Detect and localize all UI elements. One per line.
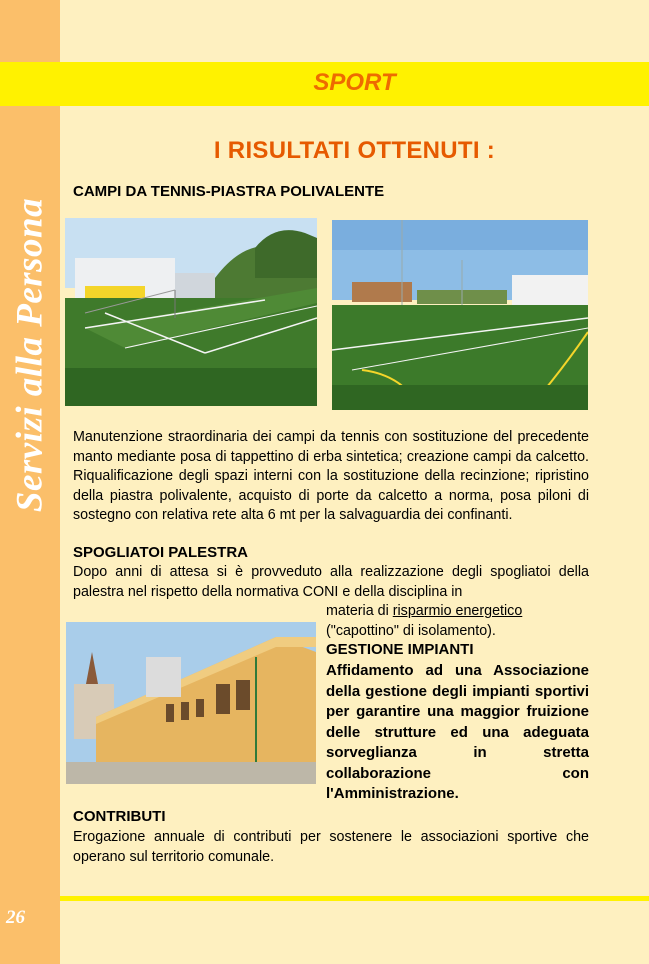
section-title-contributions: CONTRIBUTI [73,808,166,825]
changing-rooms-continued [326,602,589,641]
gym-building-photo [66,622,316,784]
tennis-court-photo-2 [332,220,588,410]
text-pre: materia di [326,603,393,619]
bottom-rule [60,896,649,901]
contributions-description: Erogazione annuale di contributi per sostenere le associazioni sportive che operano sul territorio comunale. [73,829,589,865]
section-title-changing-rooms: SPOGLIATOI PALESTRA [73,544,249,561]
tennis-court-photo-1 [65,218,317,406]
management-description: Affidamento ad una Associazione della gestione degli impianti sportivi per garantire una maggior fruizione delle strutture ed una adeguata sorveglianza in stretta collaborazione con l'Amministrazione. [326,662,589,802]
tennis-description: Manutenzione straordinaria dei campi da tennis con sostituzione del precedente manto mediante posa di tappettino di erba sintetica; creazione campi da calcetto. Riqualificazione degli spazi interni con la sostituzione della recinzione; ripristino della piastra polivalente, acquisto di porte da calcetto a norma, posa piloni di sostegno con relativa rete alta 6 mt per la salvaguardia dei confinanti. [73,429,589,523]
section-title-tennis: CAMPI DA TENNIS-PIASTRA POLIVALENTE [73,183,385,200]
sidebar-title: Servizi alla Persona [9,197,51,513]
underlined-text: risparmio energetico [392,603,523,619]
page-number: 26 [6,907,25,928]
section-title-management: GESTIONE IMPIANTI [326,641,474,658]
page-heading: I RISULTATI OTTENUTI : [213,137,496,164]
banner-title: SPORT [313,69,396,96]
changing-rooms-description: Dopo anni di attesa si è provveduto alla realizzazione degli spogliatoi della palestra nel rispetto della normativa CONI e della disciplina in [73,564,589,600]
text-post: ("capottino" di isolamento). [326,622,496,639]
